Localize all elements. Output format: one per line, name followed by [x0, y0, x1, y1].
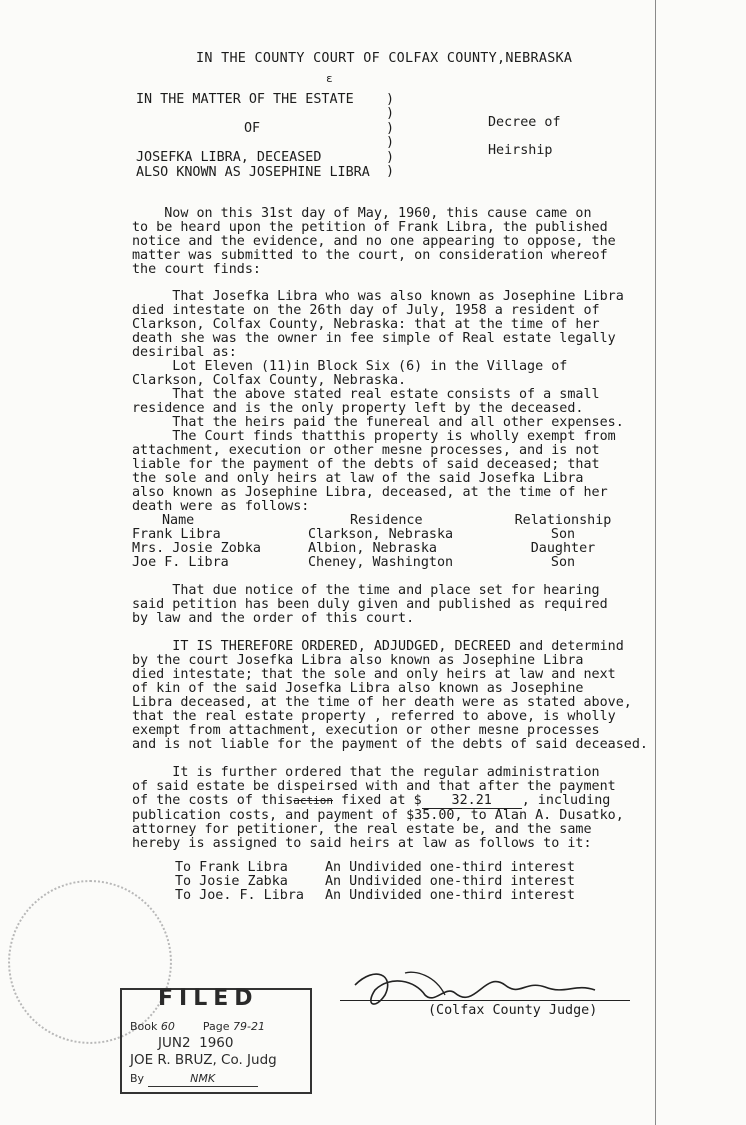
heirs-table — [132, 514, 628, 570]
shares-table — [175, 861, 575, 903]
caption-line-1: IN THE MATTER OF THE ESTATE — [136, 92, 354, 107]
text-line: That the heirs paid the funereal and all other expenses. — [132, 415, 624, 430]
text-line: liable for the payment of the debts of said deceased; that — [132, 457, 600, 472]
col-header-residence: Residence — [350, 513, 423, 528]
text-line: notice and the evidence, and no one appearing to oppose, the — [132, 234, 616, 249]
court-title: IN THE COUNTY COURT OF COLFAX COUNTY,NEBRASKA — [196, 51, 573, 66]
text-line: the court finds: — [132, 262, 261, 277]
text-line: of said estate be dispeirsed with and that after the payment — [132, 779, 616, 794]
heir-residence: Cheney, Washington — [308, 555, 454, 570]
paragraph-findings — [132, 290, 652, 514]
text-line: Clarkson, Colfax County, Nebraska. — [132, 373, 407, 388]
text-line: publication costs, and payment of $35.00, to Alan A. Dusatko, — [132, 808, 624, 823]
costs-amount: 32.21 — [422, 794, 522, 809]
stamp-judge: JOE R. BRUZ, Co. Judg — [130, 1052, 277, 1068]
heir-name: Joe F. Libra — [132, 555, 229, 570]
heirs-header-row — [132, 514, 628, 528]
paragraph-notice — [132, 584, 652, 626]
caption-line-4: ALSO KNOWN AS JOSEPHINE LIBRA — [136, 165, 370, 180]
judge-title: (Colfax County Judge) — [428, 1003, 598, 1018]
share-interest: An Undivided one-third interest — [325, 888, 575, 903]
text-line: death were as follows: — [132, 499, 310, 514]
share-heir: To Frank Libra — [175, 860, 288, 875]
text-line: The Court finds thatthis property is wholly exempt from — [132, 429, 616, 444]
text-line: hereby is assigned to said heirs at law as follows to it: — [132, 836, 592, 851]
stamp-date: JUN2 1960 — [158, 1035, 234, 1051]
text-line: That due notice of the time and place set for hearing — [132, 583, 600, 598]
text-line-costs: of the costs of thisaction fixed at $ 32.21 , including — [132, 793, 611, 808]
text-line: attachment, execution or other mesne processes, and is not — [132, 443, 600, 458]
text-line: matter was submitted to the court, on consideration whereof — [132, 248, 608, 263]
text-line: by the court Josefka Libra also known as Josephine Libra — [132, 653, 584, 668]
signature-line — [340, 1000, 630, 1001]
text-line: said petition has been duly given and published as required — [132, 597, 608, 612]
document-type-line-1: Decree of — [488, 115, 561, 130]
stamp-book-row: Book 60 Page 79-21 — [130, 1020, 265, 1033]
share-heir: To Joe. F. Libra — [175, 888, 304, 903]
text-line: that the real estate property , referred to above, is wholly — [132, 709, 616, 724]
text-line: Clarkson, Colfax County, Nebraska: that at the time of her — [132, 317, 600, 332]
share-interest: An Undivided one-third interest — [325, 860, 575, 875]
heir-relationship: Daughter — [530, 541, 596, 556]
share-row — [175, 889, 575, 903]
heir-relationship: Son — [550, 555, 576, 570]
text-line: also known as Josephine Libra, deceased, at the time of her — [132, 485, 608, 500]
page-edge — [655, 0, 656, 1125]
share-row — [175, 875, 575, 889]
text-line: That Josefka Libra who was also known as Josephine Libra — [132, 289, 624, 304]
text-line: died intestate on the 26th day of July, 1958 a resident of — [132, 303, 600, 318]
heir-row — [132, 542, 628, 556]
heir-residence: Clarkson, Nebraska — [308, 527, 454, 542]
text-line: That the above stated real estate consists of a small — [132, 387, 600, 402]
col-header-relationship: Relationship — [514, 513, 612, 528]
text-line: died intestate; that the sole and only heirs at law and next — [132, 667, 616, 682]
share-heir: To Josie Zabka — [175, 874, 288, 889]
text-line: the sole and only heirs at law of the said Josefka Libra — [132, 471, 584, 486]
text-line: IT IS THEREFORE ORDERED, ADJUDGED, DECREED and determind — [132, 639, 624, 654]
text-line: by law and the order of this court. — [132, 611, 415, 626]
text-line: Now on this 31st day of May, 1960, this cause came on — [132, 206, 592, 221]
text-line: attorney for petitioner, the real estate be, and the same — [132, 822, 592, 837]
text-line: exempt from attachment, execution or other mesne processes — [132, 723, 600, 738]
heir-name: Frank Libra — [132, 527, 221, 542]
heir-row — [132, 528, 628, 542]
paragraph-order — [132, 766, 652, 851]
filed-stamp — [120, 988, 312, 1094]
paragraph-decree — [132, 640, 652, 752]
handwritten-mark: ε — [326, 72, 333, 85]
text-line: of kin of the said Josefka Libra also known as Josephine — [132, 681, 584, 696]
caption-line-3: JOSEFKA LIBRA, DECEASED — [136, 150, 322, 165]
col-header-name: Name — [162, 513, 195, 528]
text-line: to be heard upon the petition of Frank Libra, the published — [132, 220, 608, 235]
text-line: and is not liable for the payment of the debts of said deceased. — [132, 737, 648, 752]
document-type — [488, 109, 561, 165]
text-line: residence and is the only property left by the deceased. — [132, 401, 584, 416]
text-line: Libra deceased, at the time of her death were as stated above, — [132, 695, 632, 710]
share-row — [175, 861, 575, 875]
heir-name: Mrs. Josie Zobka — [132, 541, 261, 556]
caption-line-2: OF — [244, 121, 261, 136]
heir-residence: Albion, Nebraska — [308, 541, 437, 556]
stamp-by-row: By NMK — [130, 1072, 258, 1087]
paragraph-hearing — [132, 207, 652, 277]
text-line: death she was the owner in fee simple of Real estate legally — [132, 331, 616, 346]
share-interest: An Undivided one-third interest — [325, 874, 575, 889]
stamp-filed: FILED — [158, 986, 259, 1011]
heir-relationship: Son — [550, 527, 576, 542]
heir-row — [132, 556, 628, 570]
inserted-word: action — [293, 794, 333, 807]
caption-bracket: ) ) ) ) ) ) — [386, 92, 395, 180]
text-line: Lot Eleven (11)in Block Six (6) in the Village of — [132, 359, 568, 374]
text-line: desiribal as: — [132, 345, 237, 360]
text-line: It is further ordered that the regular administration — [132, 765, 600, 780]
document-type-line-2: Heirship — [488, 143, 553, 158]
